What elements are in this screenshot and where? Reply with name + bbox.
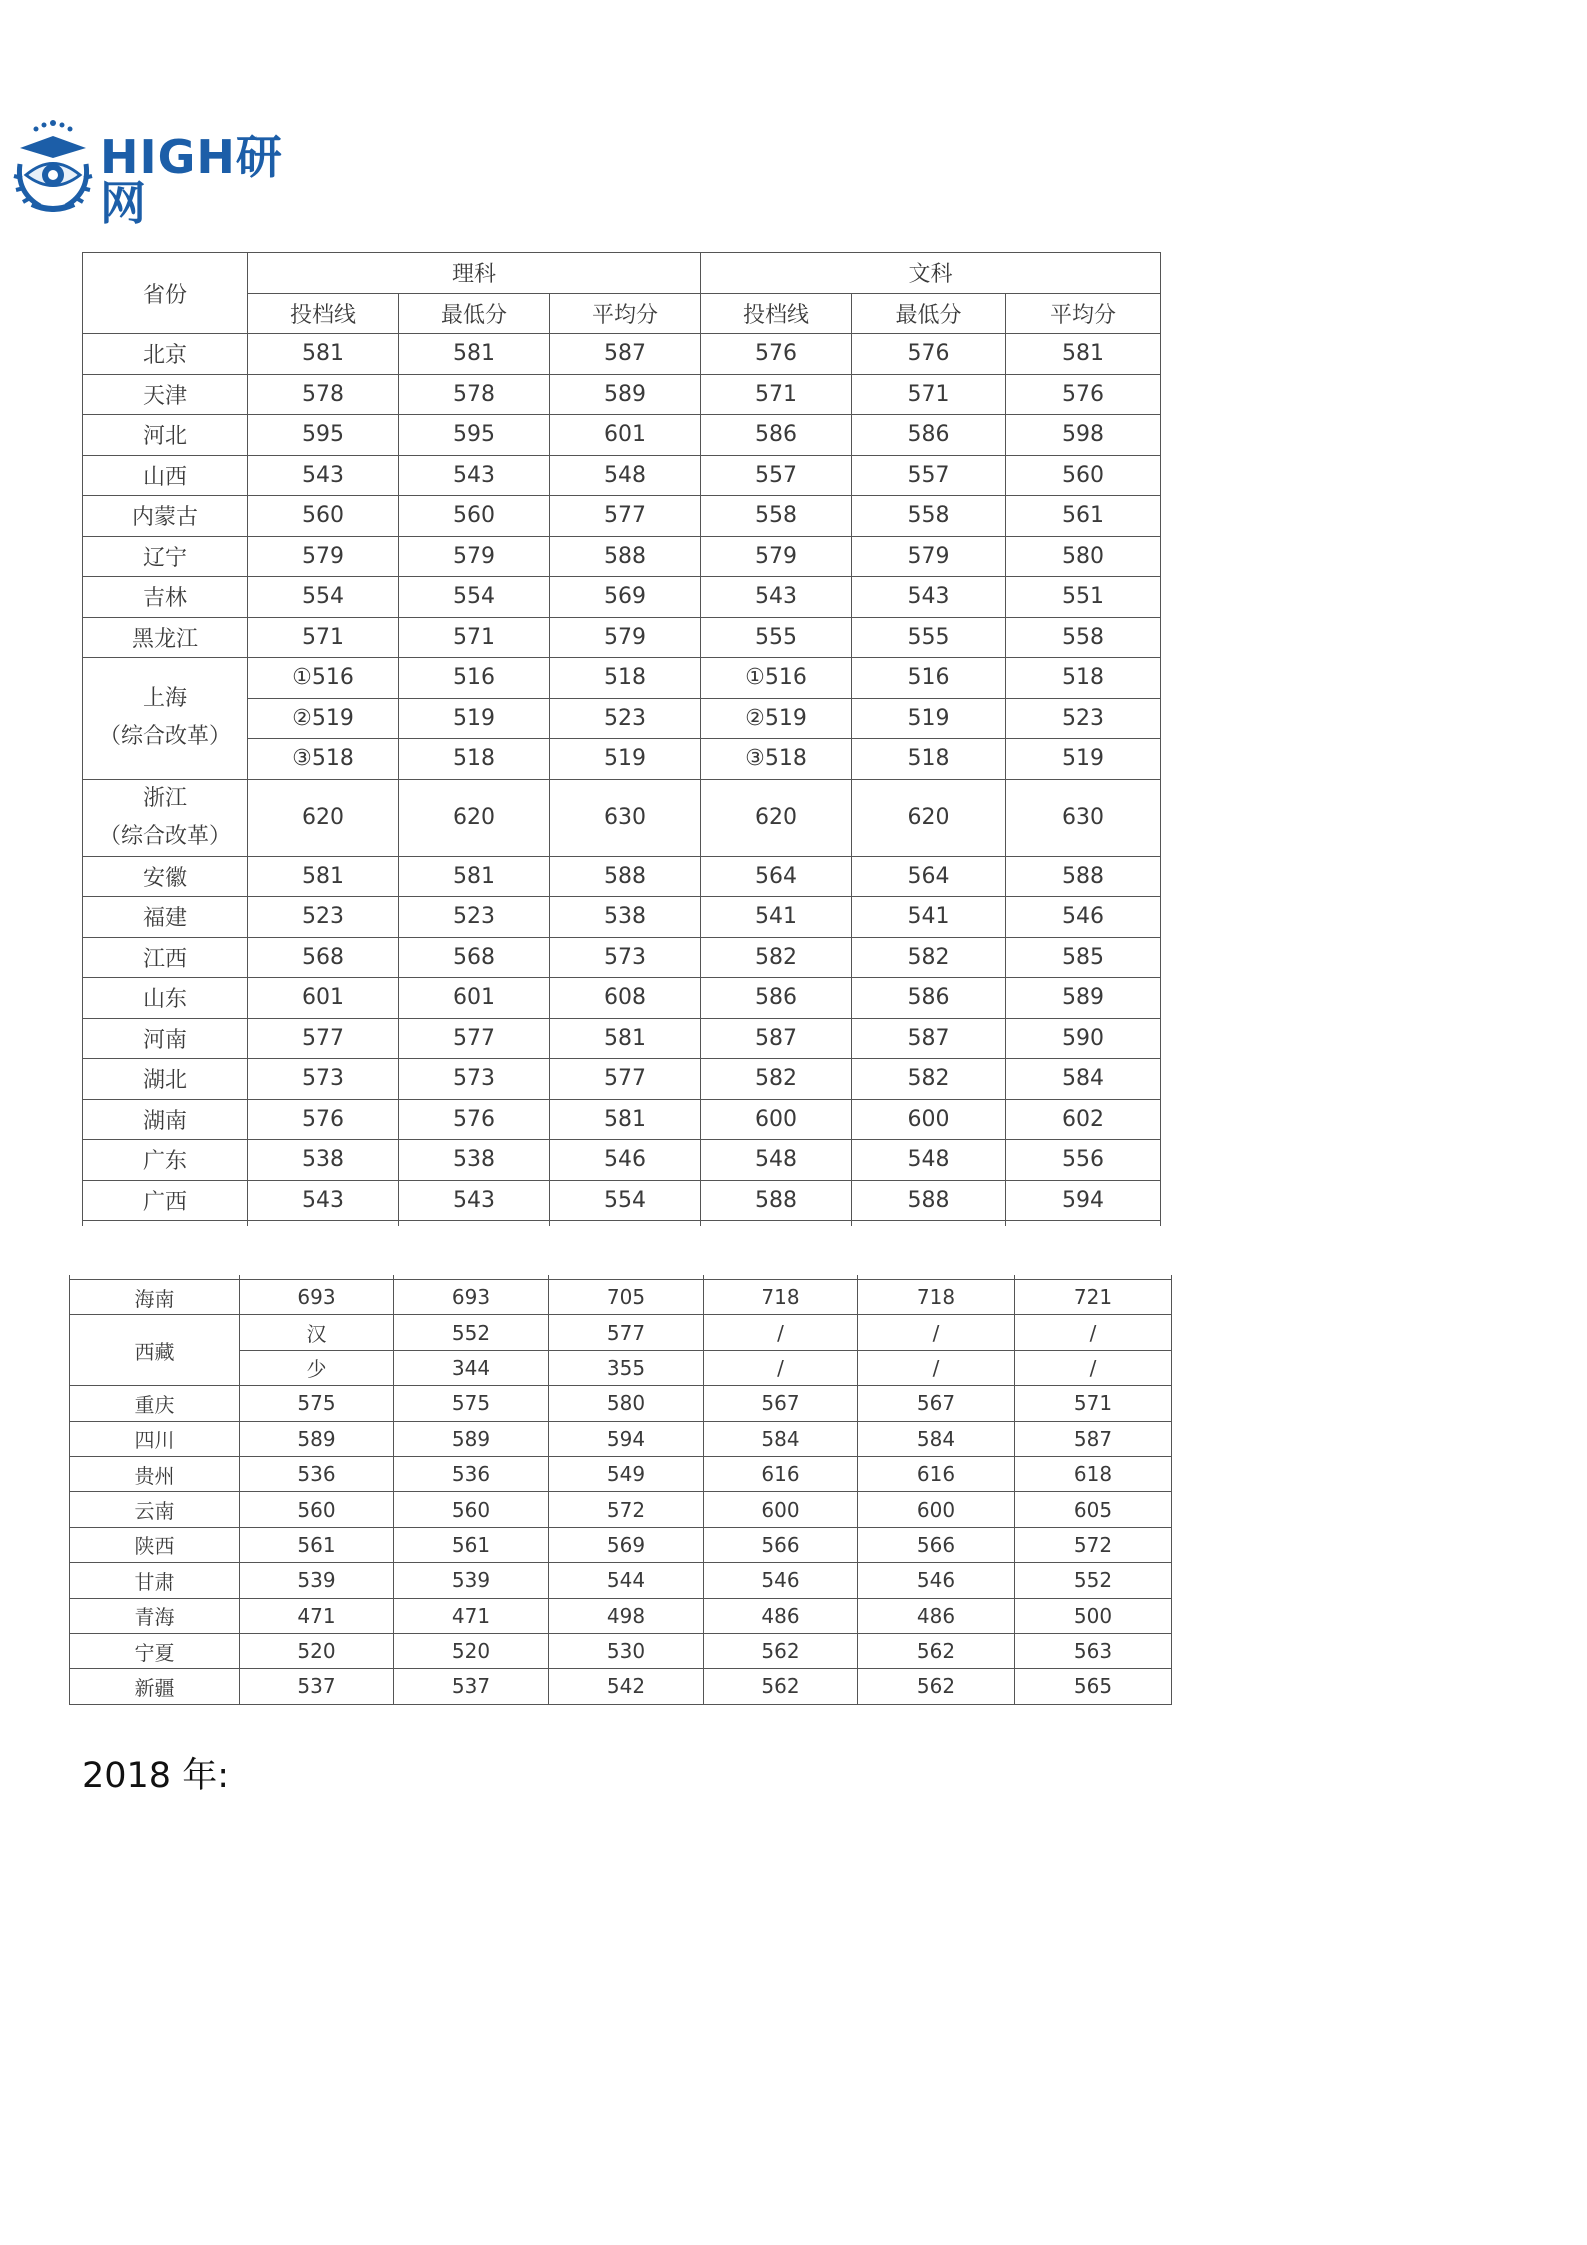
table-cell: 555 <box>852 617 1006 658</box>
table-cell: 721 <box>1015 1280 1172 1315</box>
table-cell: 567 <box>704 1386 858 1421</box>
table-cell: 577 <box>549 1315 704 1350</box>
table-cell: 546 <box>550 1140 701 1181</box>
table-row <box>83 455 1161 496</box>
table-row <box>83 1140 1161 1181</box>
table-cell: 562 <box>858 1669 1015 1704</box>
province-cell: 天津 <box>83 374 248 415</box>
table-cell: 578 <box>399 374 550 415</box>
table-cell: 577 <box>550 1059 701 1100</box>
table-cell: 581 <box>399 334 550 375</box>
table-cell: 600 <box>704 1492 858 1527</box>
table-cell: 543 <box>248 1180 399 1221</box>
table-cell: 575 <box>240 1386 394 1421</box>
table-cell: 546 <box>858 1563 1015 1598</box>
table-cell: 620 <box>701 779 852 856</box>
table-cell: 567 <box>858 1386 1015 1421</box>
table-cell: 558 <box>701 496 852 537</box>
table-cell: ②519 <box>248 698 399 739</box>
table-row <box>83 374 1161 415</box>
table-cell: 587 <box>550 334 701 375</box>
table-cell: 579 <box>550 617 701 658</box>
table-cell: 543 <box>248 455 399 496</box>
province-cell: 湖北 <box>83 1059 248 1100</box>
table-cell: 519 <box>550 739 701 780</box>
province-cell: 海南 <box>70 1280 240 1315</box>
table-row <box>83 536 1161 577</box>
table-cell: 548 <box>550 455 701 496</box>
table-cell: 530 <box>549 1633 704 1668</box>
table-cell: 587 <box>852 1018 1006 1059</box>
table-cell: 705 <box>549 1280 704 1315</box>
site-logo <box>10 120 310 230</box>
table-cell: 518 <box>1006 658 1161 699</box>
table-cell: 486 <box>704 1598 858 1633</box>
table-cell: 572 <box>549 1492 704 1527</box>
table-cell: / <box>858 1350 1015 1385</box>
table-cell: 538 <box>399 1140 550 1181</box>
table-cell: / <box>704 1315 858 1350</box>
column-header: 最低分 <box>852 293 1006 334</box>
table-row <box>70 1315 1172 1350</box>
arts-group-header: 文科 <box>701 253 1161 294</box>
table-cell: 538 <box>248 1140 399 1181</box>
table-cell: ②519 <box>701 698 852 739</box>
table-cell: 516 <box>852 658 1006 699</box>
province-cell: 山东 <box>83 978 248 1019</box>
table-row <box>70 1633 1172 1668</box>
table-cell: 541 <box>852 897 1006 938</box>
table-row <box>83 415 1161 456</box>
admission-score-table-part-2 <box>69 1275 1172 1705</box>
table-cell: / <box>858 1315 1015 1350</box>
table-row <box>70 1527 1172 1562</box>
province-cell: 辽宁 <box>83 536 248 577</box>
table-cell: 500 <box>1015 1598 1172 1633</box>
table-cell: 579 <box>248 536 399 577</box>
table-cell: 571 <box>852 374 1006 415</box>
table-cell: 589 <box>1006 978 1161 1019</box>
table-cell: 608 <box>550 978 701 1019</box>
table-cell: 564 <box>852 856 1006 897</box>
province-cell: 宁夏 <box>70 1633 240 1668</box>
table-row <box>83 496 1161 537</box>
table-cell: 557 <box>701 455 852 496</box>
table-cell: 598 <box>1006 415 1161 456</box>
table-row <box>70 1669 1172 1704</box>
table-cell: 549 <box>549 1456 704 1491</box>
table-row <box>83 1099 1161 1140</box>
graduation-cap-eye-icon <box>10 120 96 212</box>
table-cell: 588 <box>852 1180 1006 1221</box>
table-cell: 498 <box>549 1598 704 1633</box>
table-cell: 581 <box>550 1099 701 1140</box>
province-cell: 山西 <box>83 455 248 496</box>
table-cell: 589 <box>550 374 701 415</box>
table-cell: 536 <box>240 1456 394 1491</box>
table-cell: 571 <box>399 617 550 658</box>
table-cell: 579 <box>701 536 852 577</box>
province-cell: 黑龙江 <box>83 617 248 658</box>
table-row <box>83 856 1161 897</box>
table-cell: 552 <box>1015 1563 1172 1598</box>
admission-score-table-part-1 <box>82 252 1161 1226</box>
table-cell: 518 <box>550 658 701 699</box>
province-cell: 西藏 <box>70 1315 240 1386</box>
table-cell: 少 <box>240 1350 394 1385</box>
table-cell: 520 <box>240 1633 394 1668</box>
table-cell: 587 <box>701 1018 852 1059</box>
table-cell: 576 <box>248 1099 399 1140</box>
table-cell: 471 <box>394 1598 549 1633</box>
table-cell: 562 <box>704 1633 858 1668</box>
table-cell: 552 <box>394 1315 549 1350</box>
table-cell: 584 <box>704 1421 858 1456</box>
table-cell: 588 <box>701 1180 852 1221</box>
table-cell: 586 <box>701 978 852 1019</box>
table-cell: 693 <box>240 1280 394 1315</box>
table-cell: 523 <box>399 897 550 938</box>
province-cell: 福建 <box>83 897 248 938</box>
table-cell: 562 <box>858 1633 1015 1668</box>
province-cell: 广西 <box>83 1180 248 1221</box>
table-cell: 600 <box>701 1099 852 1140</box>
table-cell: 587 <box>1015 1421 1172 1456</box>
province-cell: 浙江 （综合改革） <box>83 779 248 856</box>
table-cell: 543 <box>852 577 1006 618</box>
table-cell: 551 <box>1006 577 1161 618</box>
table-cell: 575 <box>394 1386 549 1421</box>
table-cell: 589 <box>394 1421 549 1456</box>
province-cell: 贵州 <box>70 1456 240 1491</box>
table-cell: 602 <box>1006 1099 1161 1140</box>
table-cell: 558 <box>1006 617 1161 658</box>
table-cell: 571 <box>1015 1386 1172 1421</box>
table-cell: 571 <box>701 374 852 415</box>
table-cell: ③518 <box>701 739 852 780</box>
province-header: 省份 <box>83 253 248 334</box>
table-cell: 560 <box>394 1492 549 1527</box>
table-cell: 594 <box>549 1421 704 1456</box>
table-cell: ①516 <box>248 658 399 699</box>
province-cell: 甘肃 <box>70 1563 240 1598</box>
logo-wordmark: HIGH研网 <box>100 130 283 230</box>
table-cell: 588 <box>550 856 701 897</box>
table-cell: 601 <box>550 415 701 456</box>
table-cell: 579 <box>852 536 1006 577</box>
table-cell: 542 <box>549 1669 704 1704</box>
province-cell: 四川 <box>70 1421 240 1456</box>
table-cell: 519 <box>399 698 550 739</box>
table-cell: 355 <box>549 1350 704 1385</box>
table-cell: / <box>1015 1315 1172 1350</box>
table-cell: 581 <box>248 856 399 897</box>
table-cell: 595 <box>248 415 399 456</box>
table-cell: 569 <box>550 577 701 618</box>
table-cell: 560 <box>240 1492 394 1527</box>
table-cell: 576 <box>399 1099 550 1140</box>
table-cell: 523 <box>1006 698 1161 739</box>
table-cell: 520 <box>394 1633 549 1668</box>
table-cell: 555 <box>701 617 852 658</box>
column-header: 投档线 <box>701 293 852 334</box>
table-cell: 582 <box>852 937 1006 978</box>
table-cell: 560 <box>1006 455 1161 496</box>
table-cell: 536 <box>394 1456 549 1491</box>
table-cell: 601 <box>248 978 399 1019</box>
table-cell: 486 <box>858 1598 1015 1633</box>
table-cell: 582 <box>701 1059 852 1100</box>
table-cell: 564 <box>701 856 852 897</box>
table-cell: 601 <box>399 978 550 1019</box>
table-cell: 600 <box>858 1492 1015 1527</box>
table-row <box>70 1492 1172 1527</box>
table-row <box>70 1421 1172 1456</box>
table-cell: 537 <box>240 1669 394 1704</box>
table-cell: 561 <box>1006 496 1161 537</box>
table-cell: 620 <box>248 779 399 856</box>
table-cell: 523 <box>248 897 399 938</box>
table-header-row <box>83 253 1161 294</box>
table-cell: 560 <box>248 496 399 537</box>
table-cell: 539 <box>240 1563 394 1598</box>
table-cell: 548 <box>701 1140 852 1181</box>
table-cell: / <box>1015 1350 1172 1385</box>
table-cell: 578 <box>248 374 399 415</box>
table-cell: 630 <box>550 779 701 856</box>
province-cell: 内蒙古 <box>83 496 248 537</box>
table-cell: 582 <box>701 937 852 978</box>
table-cell: 471 <box>240 1598 394 1633</box>
table-cell: 572 <box>1015 1527 1172 1562</box>
table-cell: 577 <box>248 1018 399 1059</box>
table-cell: 543 <box>701 577 852 618</box>
table-cell: 554 <box>248 577 399 618</box>
table-cell: 556 <box>1006 1140 1161 1181</box>
table-cell: 516 <box>399 658 550 699</box>
table-row <box>83 1018 1161 1059</box>
table-cell: / <box>704 1350 858 1385</box>
table-row <box>83 1180 1161 1221</box>
column-header: 最低分 <box>399 293 550 334</box>
table-cell: 563 <box>1015 1633 1172 1668</box>
table-cell: 523 <box>550 698 701 739</box>
table-row <box>70 1280 1172 1315</box>
table-cell: 566 <box>858 1527 1015 1562</box>
science-group-header: 理科 <box>248 253 701 294</box>
table-cell: 581 <box>550 1018 701 1059</box>
table-cell: 581 <box>399 856 550 897</box>
table-cell: 573 <box>399 1059 550 1100</box>
province-cell: 河南 <box>83 1018 248 1059</box>
table-cell: 568 <box>399 937 550 978</box>
table-cell: 586 <box>852 978 1006 1019</box>
province-cell: 重庆 <box>70 1386 240 1421</box>
table-row <box>83 779 1161 856</box>
province-cell: 江西 <box>83 937 248 978</box>
table-cell: 600 <box>852 1099 1006 1140</box>
table-cell: 595 <box>399 415 550 456</box>
table-cell: ①516 <box>701 658 852 699</box>
table-cell: 569 <box>549 1527 704 1562</box>
province-cell: 广东 <box>83 1140 248 1181</box>
table-cell: 586 <box>701 415 852 456</box>
province-cell: 安徽 <box>83 856 248 897</box>
table-cell: 588 <box>1006 856 1161 897</box>
table-cell: 519 <box>852 698 1006 739</box>
table-cell: 577 <box>550 496 701 537</box>
table-cell: 548 <box>852 1140 1006 1181</box>
table-cell: 546 <box>1006 897 1161 938</box>
table-cell: 543 <box>399 1180 550 1221</box>
table-cell: 557 <box>852 455 1006 496</box>
table-cell: 588 <box>550 536 701 577</box>
table-cell: 554 <box>550 1180 701 1221</box>
table-cell: 618 <box>1015 1456 1172 1491</box>
province-cell: 上海 （综合改革） <box>83 658 248 780</box>
table-row <box>70 1563 1172 1598</box>
province-cell: 陕西 <box>70 1527 240 1562</box>
table-cell: 580 <box>549 1386 704 1421</box>
table-cell: 344 <box>394 1350 549 1385</box>
table-row <box>83 658 1161 699</box>
province-cell: 云南 <box>70 1492 240 1527</box>
table-cell: 594 <box>1006 1180 1161 1221</box>
table-cell: 561 <box>394 1527 549 1562</box>
table-row <box>83 334 1161 375</box>
table-cell: 586 <box>852 415 1006 456</box>
table-cell: 537 <box>394 1669 549 1704</box>
table-cell: 718 <box>858 1280 1015 1315</box>
table-cell: 566 <box>704 1527 858 1562</box>
table-cell: 693 <box>394 1280 549 1315</box>
table-cell: 543 <box>399 455 550 496</box>
province-cell: 吉林 <box>83 577 248 618</box>
table-cell: 630 <box>1006 779 1161 856</box>
table-cell: 584 <box>858 1421 1015 1456</box>
table-cell: ③518 <box>248 739 399 780</box>
table-cell: 560 <box>399 496 550 537</box>
table-cell: 汉 <box>240 1315 394 1350</box>
table-cell: 616 <box>704 1456 858 1491</box>
table-cell: 518 <box>399 739 550 780</box>
province-cell: 新疆 <box>70 1669 240 1704</box>
table-cell: 577 <box>399 1018 550 1059</box>
table-cell: 718 <box>704 1280 858 1315</box>
table-cell: 538 <box>550 897 701 938</box>
table-cell: 584 <box>1006 1059 1161 1100</box>
table-cell: 561 <box>240 1527 394 1562</box>
table-cell: 565 <box>1015 1669 1172 1704</box>
table-row <box>83 897 1161 938</box>
province-cell: 北京 <box>83 334 248 375</box>
table-cell: 539 <box>394 1563 549 1598</box>
table-cell: 581 <box>248 334 399 375</box>
table-row <box>83 577 1161 618</box>
table-row <box>83 937 1161 978</box>
table-cell: 571 <box>248 617 399 658</box>
table-cell: 562 <box>704 1669 858 1704</box>
table-cell: 568 <box>248 937 399 978</box>
table-row <box>70 1386 1172 1421</box>
province-cell: 湖南 <box>83 1099 248 1140</box>
province-cell: 青海 <box>70 1598 240 1633</box>
table-cell: 576 <box>1006 374 1161 415</box>
column-header: 平均分 <box>550 293 701 334</box>
table-cell: 582 <box>852 1059 1006 1100</box>
table-cell: 519 <box>1006 739 1161 780</box>
table-cell: 620 <box>399 779 550 856</box>
table-cell: 573 <box>550 937 701 978</box>
table-cell: 620 <box>852 779 1006 856</box>
table-cell: 546 <box>704 1563 858 1598</box>
table-cell: 573 <box>248 1059 399 1100</box>
table-cell: 579 <box>399 536 550 577</box>
column-header: 投档线 <box>248 293 399 334</box>
table-cell: 576 <box>852 334 1006 375</box>
table-cell: 544 <box>549 1563 704 1598</box>
year-caption: 2018 年: <box>82 1756 229 1796</box>
table-cell: 605 <box>1015 1492 1172 1527</box>
table-cell: 558 <box>852 496 1006 537</box>
table-row <box>83 617 1161 658</box>
table-cell: 581 <box>1006 334 1161 375</box>
table-cell: 589 <box>240 1421 394 1456</box>
table-row <box>83 978 1161 1019</box>
column-header: 平均分 <box>1006 293 1161 334</box>
table-row <box>70 1598 1172 1633</box>
table-cell: 576 <box>701 334 852 375</box>
table-continuation-row <box>83 1221 1161 1227</box>
table-cell: 541 <box>701 897 852 938</box>
table-row <box>83 1059 1161 1100</box>
table-cell: 580 <box>1006 536 1161 577</box>
table-cell: 590 <box>1006 1018 1161 1059</box>
table-cell: 616 <box>858 1456 1015 1491</box>
province-cell: 河北 <box>83 415 248 456</box>
table-row <box>70 1456 1172 1491</box>
table-cell: 554 <box>399 577 550 618</box>
table-cell: 585 <box>1006 937 1161 978</box>
table-cell: 518 <box>852 739 1006 780</box>
